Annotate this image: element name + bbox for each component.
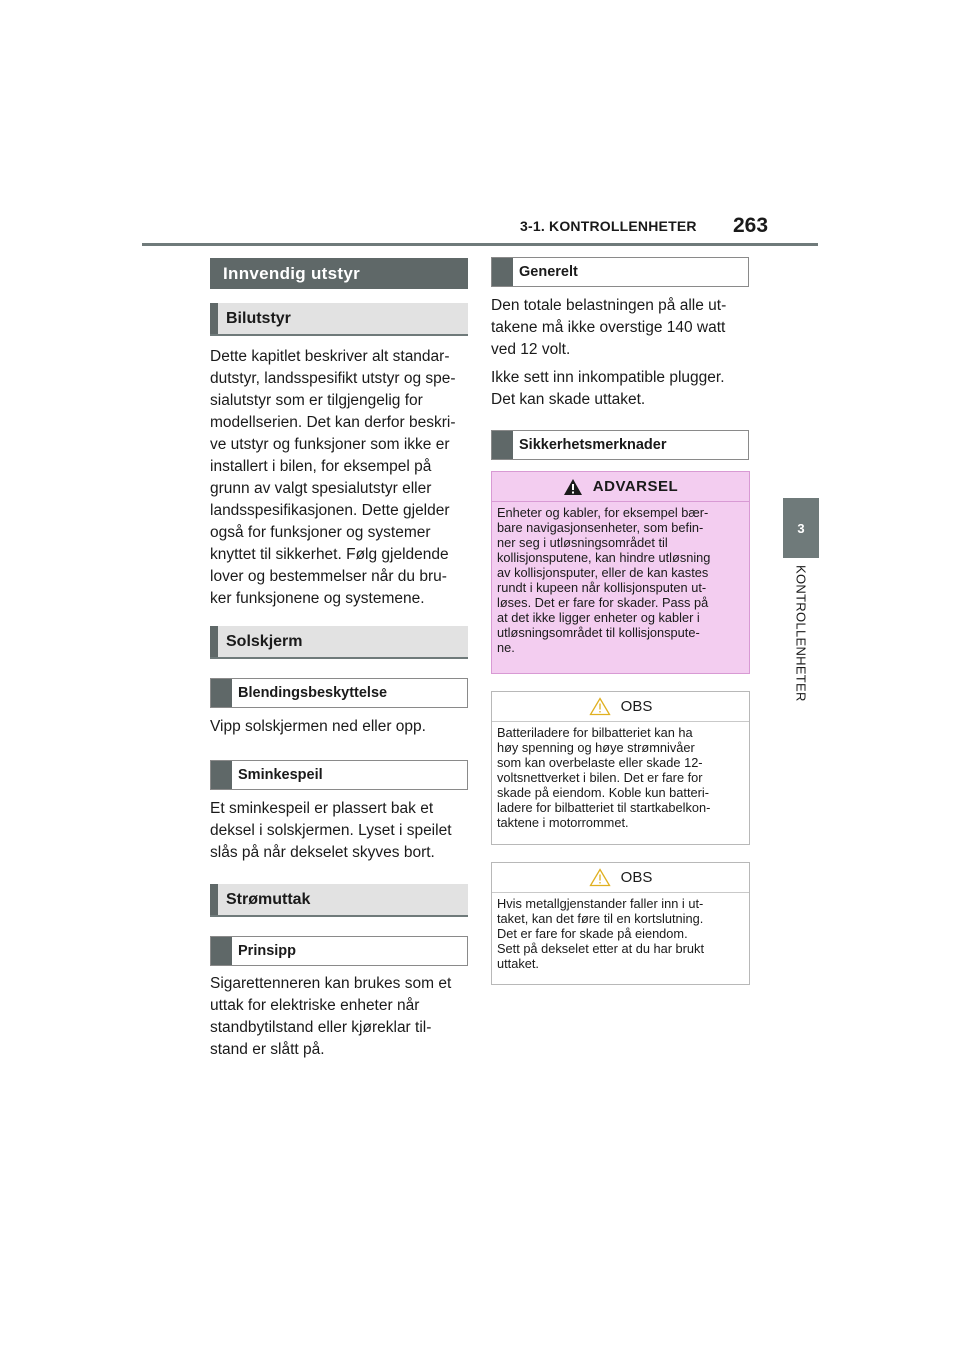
text-line: knyttet til sikkerhet. Følg gjeldende	[210, 546, 449, 563]
warning-text	[492, 502, 749, 661]
text-line: uttaket.	[497, 956, 539, 971]
text-line: Et sminkespeil er plassert bak et	[210, 800, 434, 817]
obs-label: OBS	[620, 698, 653, 715]
text-line: Ikke sett inn inkompatible plugger.	[491, 369, 725, 386]
chapter-tab-label	[784, 565, 818, 725]
warning-box	[491, 471, 750, 674]
header-rule	[142, 243, 818, 246]
text-line: løses. Det er fare for skader. Pass på	[497, 595, 709, 610]
obs-box-battery	[491, 691, 750, 845]
subheading-prinsipp-text: Prinsipp	[238, 943, 297, 959]
subsection-heading-solskjerm-text: Solskjerm	[226, 632, 303, 650]
text-line: ner seg i utløsningsområdet til	[497, 535, 668, 550]
text-line: ved 12 volt.	[491, 341, 571, 358]
subsection-heading-solskjerm	[210, 626, 468, 659]
subheading-blendingsbeskyttelse	[210, 678, 468, 708]
obs-label: OBS	[620, 869, 653, 886]
text-line: slås på når dekselet skyves bort.	[210, 844, 435, 861]
text-line: ve utstyr og funksjoner som ikke er	[210, 436, 450, 453]
subheading-sikkerhetsmerknader-text: Sikkerhetsmerknader	[519, 437, 667, 453]
text-line: som kan overbelaste eller skade 12-	[497, 755, 703, 770]
text-line: Den totale belastningen på alle ut-	[491, 297, 727, 314]
subheading-prinsipp	[210, 936, 468, 966]
text-line: lover og bestemmelser når du bru-	[210, 568, 447, 585]
text-line: deksel i solskjermen. Lyset i speilet	[210, 822, 452, 839]
sminkespeil-text	[210, 798, 475, 864]
warning-label: ADVARSEL	[592, 478, 679, 495]
text-line: dutstyr, landsspesifikt utstyr og spe-	[210, 370, 456, 387]
subheading-sminkespeil	[210, 760, 468, 790]
page-number: 263	[733, 214, 769, 237]
text-line: at det ikke ligger enheter og kabler i	[497, 610, 700, 625]
text-line: Hvis metallgjenstander faller inn i ut-	[497, 896, 704, 911]
text-line: av kollisjonsputer, eller de kan kastes	[497, 565, 709, 580]
warning-header	[492, 472, 749, 502]
text-line: skade på eiendom. Koble kun batteri-	[497, 785, 709, 800]
generelt-text	[491, 295, 759, 411]
subheading-generelt	[491, 257, 749, 287]
caution-triangle-icon	[589, 868, 611, 887]
text-line: Sett på dekselet etter at du har brukt	[497, 941, 705, 956]
blending-text	[210, 716, 475, 738]
subheading-blendingsbeskyttelse-text: Blendingsbeskyttelse	[238, 685, 388, 701]
warning-triangle-icon	[563, 478, 583, 496]
subheading-sminkespeil-text: Sminkespeil	[238, 767, 323, 783]
subsection-heading-stromuttak	[210, 884, 468, 917]
obs-header	[492, 692, 749, 722]
text-line: grunn av valgt spesialutstyr eller	[210, 480, 432, 497]
subsection-heading-bilutstyr-text: Bilutstyr	[226, 309, 291, 327]
text-line: ne.	[497, 640, 515, 655]
subheading-generelt-text: Generelt	[519, 264, 578, 280]
obs-text	[492, 722, 749, 836]
chapter-tab-number: 3	[797, 520, 805, 536]
text-line: Det er fare for skade på eiendom.	[497, 926, 688, 941]
text-line: utløsningsområdet til kollisjonspute-	[497, 625, 700, 640]
text-line: Det kan skade uttaket.	[491, 391, 646, 408]
text-line: også for funksjoner og systemer	[210, 524, 431, 541]
text-line: Enheter og kabler, for eksempel bær-	[497, 505, 709, 520]
text-line: Vipp solskjermen ned eller opp.	[210, 718, 426, 735]
text-line: takene må ikke overstige 140 watt	[491, 319, 726, 336]
text-line: Batteriladere for bilbatteriet kan ha	[497, 725, 693, 740]
text-line: taket, kan det føre til en kortslutning.	[497, 911, 704, 926]
text-line: Dette kapitlet beskriver alt standar-	[210, 348, 450, 365]
subsection-heading-bilutstyr	[210, 303, 468, 336]
obs-box-metal	[491, 862, 750, 985]
text-line: rundt i kupeen når kollisjonsputen ut-	[497, 580, 707, 595]
text-line: uttak for elektriske enheter når	[210, 997, 420, 1014]
text-line: modellserien. Det kan derfor beskri-	[210, 414, 456, 431]
text-line: ker funksjonene og systemene.	[210, 590, 425, 607]
chapter-tab-text: KONTROLLENHETER	[793, 565, 809, 702]
text-line: taktene i motorrommet.	[497, 815, 629, 830]
caution-triangle-icon	[589, 697, 611, 716]
text-line: voltsnettverket i bilen. Det er fare for	[497, 770, 703, 785]
text-line: stand er slått på.	[210, 1041, 325, 1058]
subheading-sikkerhetsmerknader	[491, 430, 749, 460]
text-line: installert i bilen, for eksempel på	[210, 458, 432, 475]
obs-text	[492, 893, 749, 977]
text-line: høy spenning og høye strømnivåer	[497, 740, 695, 755]
text-line: ladere for bilbatteriet til startkabelkon-	[497, 800, 711, 815]
chapter-tab	[783, 498, 819, 558]
bilutstyr-text	[210, 346, 475, 610]
text-line: bare navigasjonsenheter, som befin-	[497, 520, 704, 535]
prinsipp-text	[210, 973, 475, 1061]
chapter-title: 3-1. KONTROLLENHETER	[520, 218, 697, 234]
text-line: Sigarettenneren kan brukes som et	[210, 975, 452, 992]
obs-header	[492, 863, 749, 893]
text-line: landsspesifikasjonen. Dette gjelder	[210, 502, 450, 519]
text-line: standbytilstand eller kjøreklar til-	[210, 1019, 432, 1036]
text-line: kollisjonsputene, kan hindre utløsning	[497, 550, 711, 565]
section-heading-innvendig-utstyr: Innvendig utstyr	[210, 258, 468, 289]
subsection-heading-stromuttak-text: Strømuttak	[226, 890, 311, 908]
text-line: sialutstyr som er tilgjengelig for	[210, 392, 423, 409]
